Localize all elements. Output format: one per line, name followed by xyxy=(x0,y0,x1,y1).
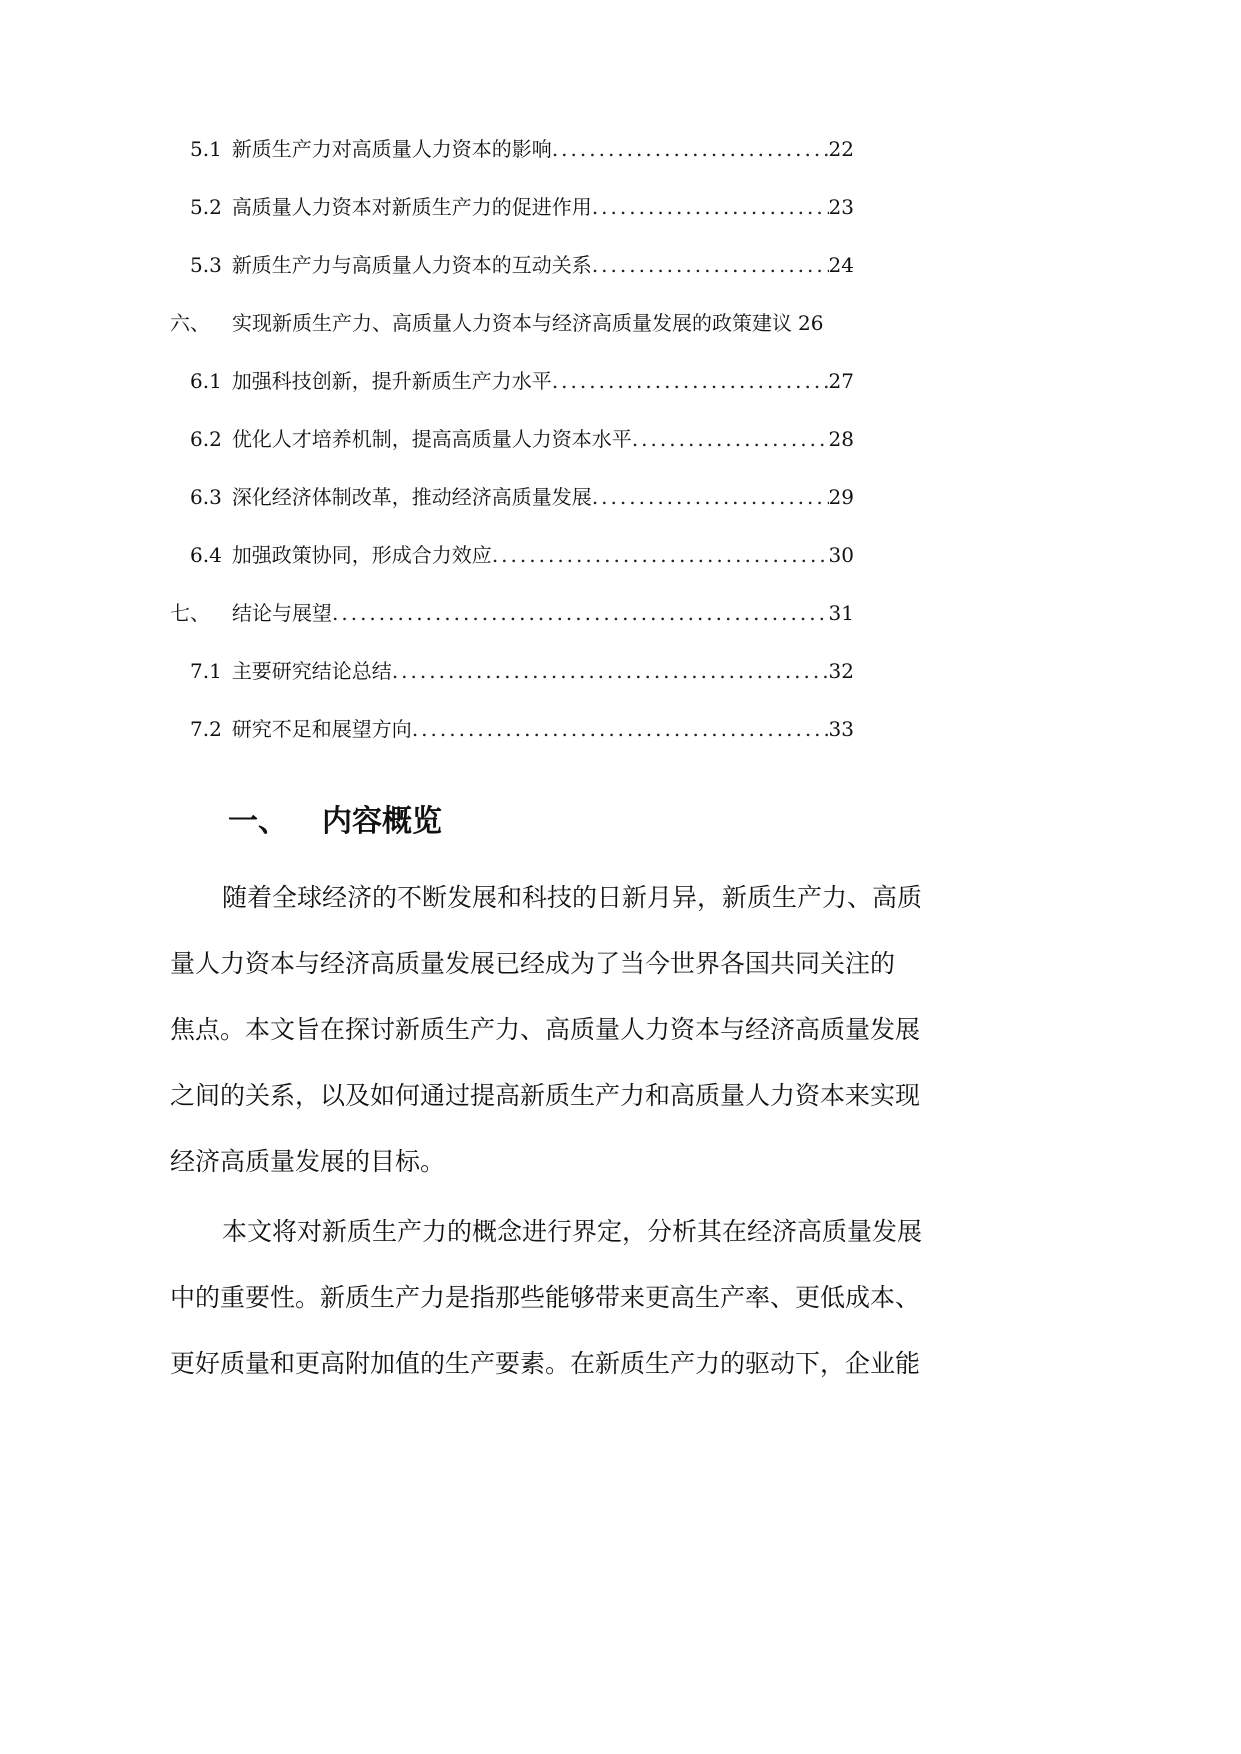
toc-title: 优化人才培养机制，提高高质量人力资本水平 xyxy=(231,427,632,451)
toc-number: 七、 xyxy=(170,601,210,625)
dot-leader xyxy=(592,485,829,509)
toc-title: 深化经济体制改革，推动经济高质量发展 xyxy=(231,485,592,509)
text-line: 量人力资本与经济高质量发展已经成为了当今世界各国共同关注的 xyxy=(170,949,896,978)
toc-number: 5.2 xyxy=(190,195,222,219)
toc-title: 新质生产力对高质量人力资本的影响 xyxy=(231,137,552,161)
text-line: 之间的关系，以及如何通过提高新质生产力和高质量人力资本来实现 xyxy=(170,1081,921,1110)
toc-title: 高质量人力资本对新质生产力的促进作用 xyxy=(231,195,592,219)
dot-leader xyxy=(552,369,829,393)
text-line: 中的重要性。新质生产力是指那些能够带来更高生产率、更低成本、 xyxy=(170,1283,921,1312)
toc-page: 24 xyxy=(828,253,854,277)
toc-title: 实现新质生产力、高质量人力资本与经济高质量发展的政策建议 xyxy=(232,311,792,335)
text-line: 更好质量和更高附加值的生产要素。在新质生产力的驱动下，企业能 xyxy=(170,1349,921,1378)
toc-entry-7[interactable] xyxy=(170,597,854,655)
toc-title: 主要研究结论总结 xyxy=(231,659,392,683)
body-text xyxy=(170,876,950,1408)
toc-page: 27 xyxy=(828,369,854,393)
dot-leader xyxy=(392,659,829,683)
table-of-contents xyxy=(170,133,854,771)
toc-number: 7.2 xyxy=(190,717,222,741)
toc-entry-6[interactable] xyxy=(170,307,854,365)
toc-entry-5-1[interactable] xyxy=(170,133,854,191)
toc-page: 29 xyxy=(828,485,854,509)
paragraph xyxy=(170,876,950,1206)
toc-page: 23 xyxy=(828,195,854,219)
paragraph xyxy=(170,1210,950,1408)
text-line: 本文将对新质生产力的概念进行界定，分析其在经济高质量发展 xyxy=(222,1217,923,1246)
toc-title: 新质生产力与高质量人力资本的互动关系 xyxy=(231,253,592,277)
toc-number: 5.1 xyxy=(190,137,222,161)
toc-entry-6-2[interactable] xyxy=(170,423,854,481)
toc-number: 6.2 xyxy=(190,427,222,451)
toc-page: 32 xyxy=(828,659,854,683)
text-line: 随着全球经济的不断发展和科技的日新月异，新质生产力、高质 xyxy=(222,883,923,912)
toc-title: 研究不足和展望方向 xyxy=(231,717,412,741)
toc-entry-6-1[interactable] xyxy=(170,365,854,423)
toc-entry-6-3[interactable] xyxy=(170,481,854,539)
dot-leader xyxy=(332,601,829,625)
text-line: 经济高质量发展的目标。 xyxy=(170,1147,446,1176)
section-heading xyxy=(228,796,442,840)
section-number: 一、 xyxy=(228,804,288,839)
toc-page: 30 xyxy=(828,543,854,567)
dot-leader xyxy=(492,543,829,567)
toc-entry-5-2[interactable] xyxy=(170,191,854,249)
dot-leader xyxy=(412,717,829,741)
section-title: 内容概览 xyxy=(322,804,442,839)
toc-number: 7.1 xyxy=(190,659,222,683)
dot-leader xyxy=(592,195,829,219)
toc-page: 26 xyxy=(798,311,824,335)
toc-number: 6.4 xyxy=(190,543,222,567)
toc-entry-5-3[interactable] xyxy=(170,249,854,307)
toc-title: 加强政策协同，形成合力效应 xyxy=(231,543,492,567)
toc-entry-7-2[interactable] xyxy=(170,713,854,771)
toc-number: 5.3 xyxy=(190,253,222,277)
toc-number: 6.3 xyxy=(190,485,222,509)
toc-page: 22 xyxy=(828,137,854,161)
toc-page: 33 xyxy=(828,717,854,741)
toc-page: 28 xyxy=(828,427,854,451)
toc-entry-7-1[interactable] xyxy=(170,655,854,713)
dot-leader xyxy=(632,427,829,451)
toc-page: 31 xyxy=(828,601,854,625)
toc-title: 加强科技创新，提升新质生产力水平 xyxy=(231,369,552,393)
dot-leader xyxy=(592,253,829,277)
dot-leader xyxy=(552,137,829,161)
toc-number: 六、 xyxy=(170,311,210,335)
toc-number: 6.1 xyxy=(190,369,222,393)
toc-title: 结论与展望 xyxy=(232,601,332,625)
text-line: 焦点。本文旨在探讨新质生产力、高质量人力资本与经济高质量发展 xyxy=(170,1015,921,1044)
toc-entry-6-4[interactable] xyxy=(170,539,854,597)
